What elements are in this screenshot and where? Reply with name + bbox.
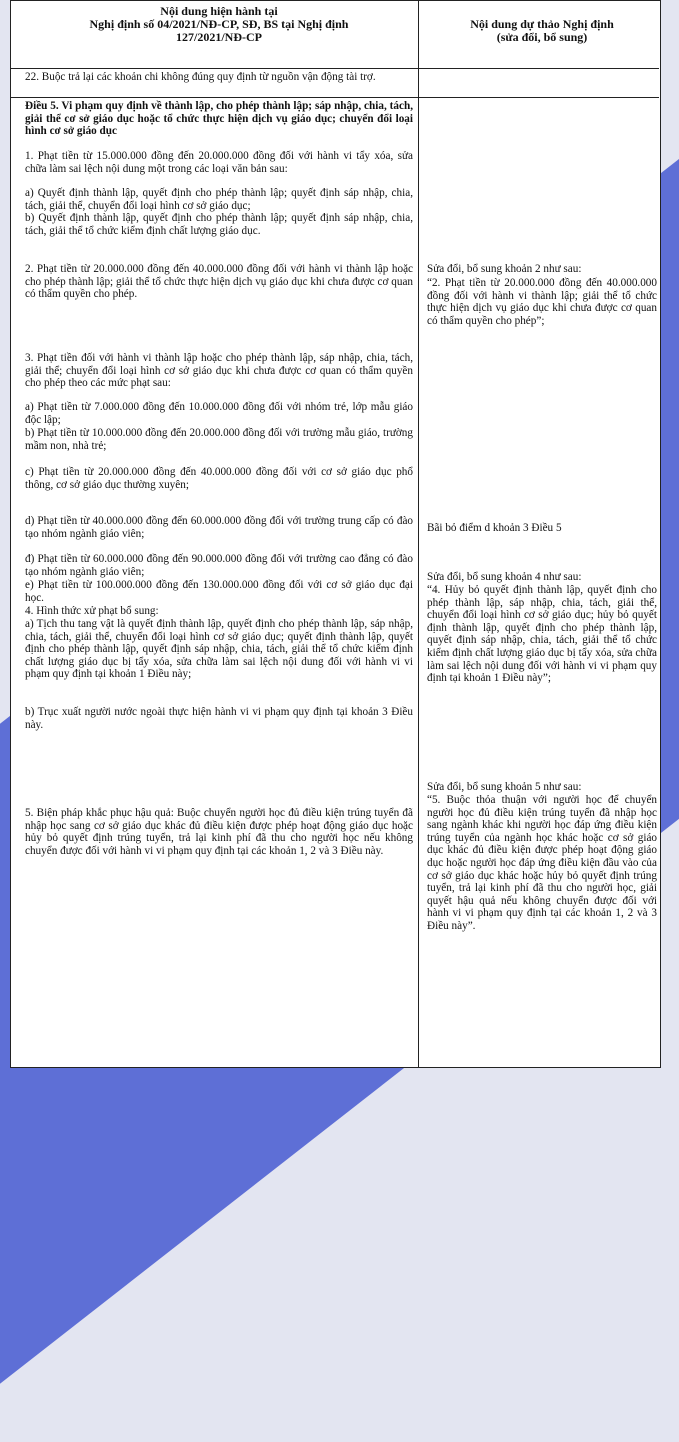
header-line: 127/2021/NĐ-CP xyxy=(176,30,262,44)
clause-5-3-c: c) Phạt tiền từ 20.000.000 đồng đến 40.000.000 đồng đối với cơ sở giáo dục phổ thông, cơ sở giáo dục thường xuyên; xyxy=(25,466,413,491)
draft-clause-5-intro: Sửa đổi, bổ sung khoản 5 như sau: xyxy=(427,781,582,793)
comparison-table xyxy=(10,0,661,1068)
clause-5-3-dd: đ) Phạt tiền từ 60.000.000 đồng đến 90.000.000 đồng đối với trường cao đẳng có đào tạo nhóm ngành giáo viên; xyxy=(25,553,413,578)
header-current-content xyxy=(25,5,413,44)
header-line: Nội dung dự thảo Nghị định xyxy=(470,17,614,31)
draft-clause-5: “5. Buộc thỏa thuận với người học để chuyển người học đủ điều kiện trúng tuyển đã nhập học sang ngành khác khi người học đáp ứng điều kiện trúng tuyển của ngành học khác hoặc cơ sở giáo dục khác đủ điều kiện được phép hoạt động giáo dục hoặc người học đáp ứng điều kiện đầu vào của cơ sở giáo dục khác hoặc hủy bỏ quyết định trúng tuyển, trả lại kinh phí đã thu cho người học, giải quyết hậu quả nếu không chuyển được đối với hành vi vi phạm quy định tại các khoản 1, 2 và 3 Điều này”. xyxy=(427,794,657,932)
clause-5-3-b: b) Phạt tiền từ 10.000.000 đồng đến 20.000.000 đồng đối với trường mẫu giáo, trường mầm non, nhà trẻ; xyxy=(25,427,413,452)
clause-5-3: 3. Phạt tiền đối với hành vi thành lập hoặc cho phép thành lập, sáp nhập, chia, tách, giải thể; chuyển đổi loại hình cơ sở giáo dục khi chưa được cơ quan có thẩm quyền cho phép theo các mức phạt sau: xyxy=(25,352,413,390)
clause-5-3-d: d) Phạt tiền từ 40.000.000 đồng đến 60.000.000 đồng đối với trường trung cấp có đào tạo nhóm ngành giáo viên; xyxy=(25,515,413,540)
header-divider xyxy=(11,68,659,69)
clause-5-2: 2. Phạt tiền từ 20.000.000 đồng đến 40.000.000 đồng đối với hành vi thành lập hoặc cho phép thành lập; giải thể tổ chức thực hiện dịch vụ giáo dục khi chưa được cơ quan có thẩm quyền cho phép. xyxy=(25,263,413,301)
header-line: (sửa đổi, bổ sung) xyxy=(496,30,588,44)
draft-repeal-3d: Bãi bỏ điểm d khoản 3 Điều 5 xyxy=(427,522,562,534)
draft-clause-2: “2. Phạt tiền từ 20.000.000 đồng đến 40.000.000 đồng đối với hành vi thành lập; giải thể tổ chức thực hiện dịch vụ giáo dục khi chưa được cơ quan có thẩm quyền cho phép”; xyxy=(427,277,657,327)
clause-22: 22. Buộc trả lại các khoản chi không đúng quy định từ nguồn vận động tài trợ. xyxy=(25,71,376,83)
clause-5-4-a: a) Tịch thu tang vật là quyết định thành lập, quyết định cho phép thành lập, sáp nhập, chia, tách, giải thể, chuyển đổi loại hình cơ sở giáo dục; quyết định thành lập, quyết định cho phép thành lập, quyết định sáp nhập, chia, tách, giải thể tổ chức kiểm định chất lượng giáo dục bị tẩy xóa, sửa chữa làm sai lệch nội dung đối với hành vi vi phạm quy định tại khoản 1 Điều này; xyxy=(25,618,413,681)
column-divider xyxy=(418,1,419,1067)
clause-5-1-b: b) Quyết định thành lập, quyết định cho phép thành lập; quyết định sáp nhập, chia, tách, giải thể tổ chức kiểm định chất lượng giáo dục. xyxy=(25,212,413,237)
draft-clause-4-intro: Sửa đổi, bổ sung khoản 4 như sau: xyxy=(427,571,582,583)
clause-5-3-e: e) Phạt tiền từ 100.000.000 đồng đến 130.000.000 đồng đối với cơ sở giáo dục đại học. xyxy=(25,579,413,604)
clause-5-1: 1. Phạt tiền từ 15.000.000 đồng đến 20.000.000 đồng đối với hành vi tẩy xóa, sửa chữa làm sai lệch nội dung một trong các loại văn bản sau: xyxy=(25,150,413,175)
draft-clause-4: “4. Hủy bỏ quyết định thành lập, quyết định cho phép thành lập, sáp nhập, chia, tách, giải thể, chuyển đổi loại hình cơ sở giáo dục; hủy bỏ quyết định thành lập, quyết định cho phép thành lập, quyết định sáp nhập, chia, tách, giải thể tổ chức kiểm định chất lượng giáo dục bị tẩy xóa, sửa chữa làm sai lệch nội dung đối với hành vi vi phạm quy định tại khoản 1 Điều này”; xyxy=(427,584,657,685)
clause-5-4-b: b) Trục xuất người nước ngoài thực hiện hành vi vi phạm quy định tại khoản 3 Điều này. xyxy=(25,706,413,731)
table-grid xyxy=(11,1,659,1067)
clause-5-1-a: a) Quyết định thành lập, quyết định cho phép thành lập; quyết định sáp nhập, chia, tách, giải thể, chuyển đổi loại hình cơ sở giáo dục; xyxy=(25,187,413,212)
clause-5-4: 4. Hình thức xử phạt bổ sung: xyxy=(25,605,159,617)
clause-5-3-a: a) Phạt tiền từ 7.000.000 đồng đến 10.000.000 đồng đối với nhóm trẻ, lớp mẫu giáo độc lập; xyxy=(25,401,413,426)
header-line: Nội dung hiện hành tại xyxy=(160,4,278,18)
header-line: Nghị định số 04/2021/NĐ-CP, SĐ, BS tại Nghị định xyxy=(89,17,349,31)
row-divider xyxy=(11,97,659,98)
draft-clause-2-intro: Sửa đổi, bổ sung khoản 2 như sau: xyxy=(427,263,582,275)
clause-5-5: 5. Biện pháp khắc phục hậu quả: Buộc chuyển người học đủ điều kiện trúng tuyển đã nhập học sang cơ sở giáo dục khác đủ điều kiện được phép hoạt động giáo dục hoặc hủy bỏ quyết định trúng tuyển, trả lại kinh phí đã thu cho người học nếu không chuyển được đối với hành vi vi phạm quy định tại các khoản 1, 2 và 3 Điều này. xyxy=(25,807,413,857)
header-draft-content xyxy=(427,18,657,44)
article-5-title: Điều 5. Vi phạm quy định về thành lập, cho phép thành lập; sáp nhập, chia, tách, giải thể cơ sở giáo dục hoặc tổ chức thực hiện dịch vụ giáo dục; chuyển đổi loại hình cơ sở giáo dục xyxy=(25,100,413,138)
